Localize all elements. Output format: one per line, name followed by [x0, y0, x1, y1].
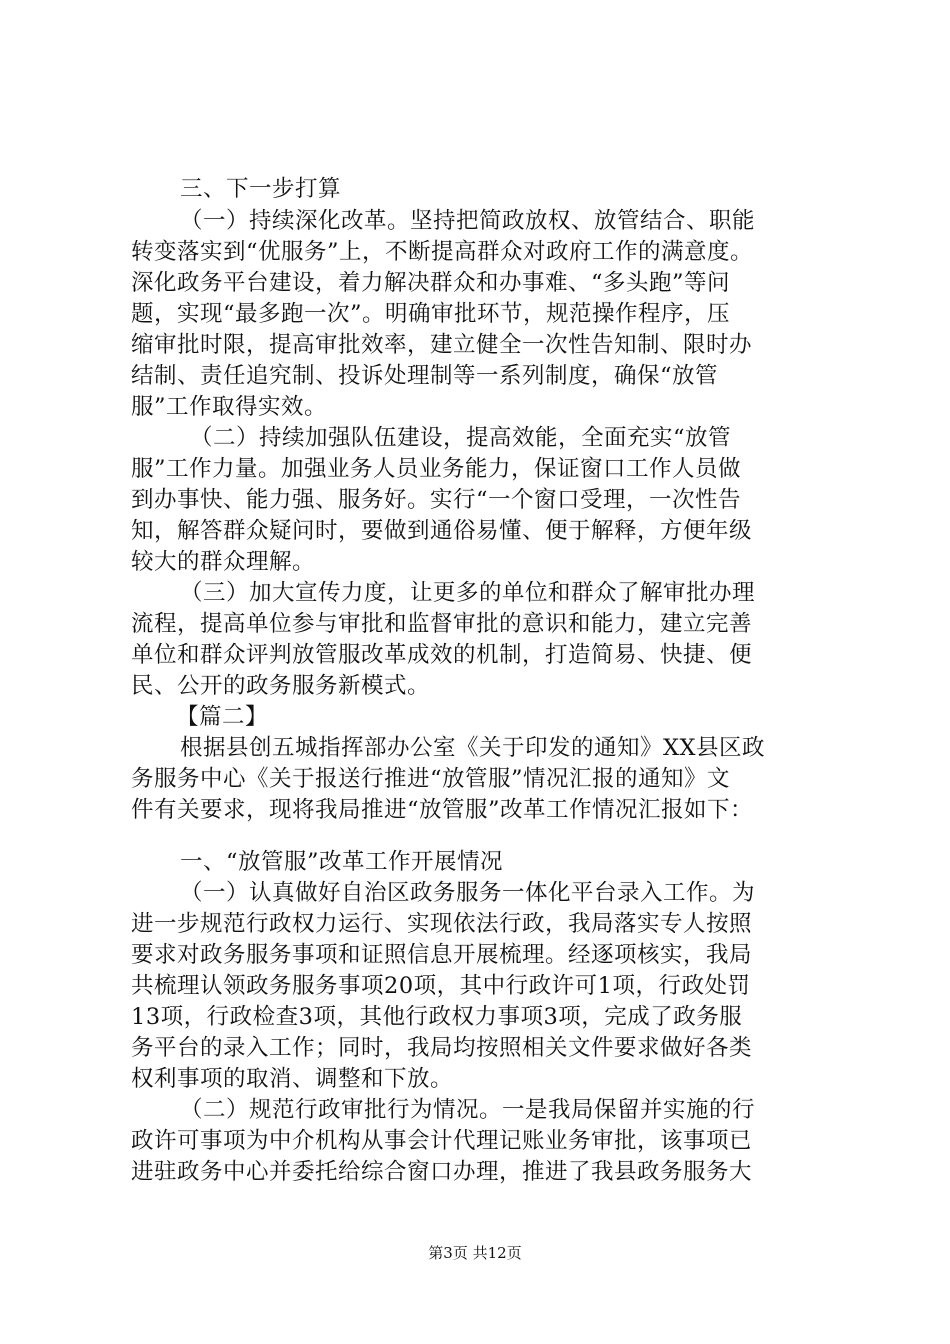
paragraph-line: 政许可事项为中介机构从事会计代理记账业务审批，该事项已 — [131, 1128, 753, 1154]
paragraph-line: 深化政务平台建设，着力解决群众和办事难、“多头跑”等问 — [131, 270, 731, 296]
part-heading: 【篇二】 — [176, 704, 269, 730]
paragraph-line: （一）认真做好自治区政务服务一体化平台录入工作。为 — [180, 880, 756, 906]
paragraph-line: （一）持续深化改革。坚持把简政放权、放管结合、职能 — [180, 208, 756, 234]
paragraph-line: 转变落实到“优服务”上，不断提高群众对政府工作的满意度。 — [131, 239, 754, 265]
page-number-footer: 第3页 共12页 — [428, 1244, 522, 1262]
paragraph-line: 进一步规范行政权力运行、实现依法行政，我局落实专人按照 — [131, 911, 753, 937]
paragraph-line: 较大的群众理解。 — [131, 549, 316, 575]
paragraph-line: （二）规范行政审批行为情况。一是我局保留并实施的行 — [180, 1097, 756, 1123]
paragraph-line: 件有关要求，现将我局推进“放管服”改革工作情况汇报如下： — [131, 797, 754, 823]
paragraph-line: （二）持续加强队伍建设，提高效能，全面充实“放管 — [190, 425, 732, 451]
paragraph-line: 要求对政务服务事项和证照信息开展梳理。经逐项核实，我局 — [131, 942, 753, 968]
paragraph-line: 务服务中心《关于报送行推进“放管服”情况汇报的通知》文 — [131, 766, 731, 792]
paragraph-line: 权利事项的取消、调整和下放。 — [131, 1066, 454, 1092]
paragraph-line: 13项，行政检查3项，其他行政权力事项3项，完成了政务服 — [131, 1004, 743, 1030]
paragraph-line: 共梳理认领政务服务事项20项，其中行政许可1项，行政处罚 — [131, 973, 751, 999]
paragraph-line: 民、公开的政务服务新模式。 — [131, 673, 431, 699]
paragraph-line: 务平台的录入工作；同时，我局均按照相关文件要求做好各类 — [131, 1035, 753, 1061]
paragraph-line: 服”工作力量。加强业务人员业务能力，保证窗口工作人员做 — [131, 456, 742, 482]
paragraph-line: 进驻政务中心并委托给综合窗口办理，推进了我县政务服务大 — [131, 1159, 753, 1185]
paragraph-line: 到办事快、能力强、服务好。实行“一个窗口受理，一次性告 — [131, 487, 742, 513]
paragraph-line: 知，解答群众疑问时，要做到通俗易懂、便于解释，方便年级 — [131, 518, 753, 544]
paragraph-line: 结制、责任追究制、投诉处理制等一系列制度，确保“放管 — [131, 363, 719, 389]
paragraph-line: 题，实现“最多跑一次”。明确审批环节，规范操作程序，压 — [131, 301, 731, 327]
paragraph-line: 单位和群众评判放管服改革成效的机制，打造简易、快捷、便 — [131, 642, 753, 668]
paragraph-line: 服”工作取得实效。 — [131, 394, 328, 420]
paragraph-line: 缩审批时限，提高审批效率，建立健全一次性告知制、限时办 — [131, 332, 753, 358]
paragraph-line: （三）加大宣传力度，让更多的单位和群众了解审批办理 — [180, 580, 756, 606]
paragraph-line: 根据县创五城指挥部办公室《关于印发的通知》XX县区政 — [180, 735, 766, 761]
section-heading: 一、“放管服”改革工作开展情况 — [180, 849, 504, 875]
section-heading: 三、下一步打算 — [180, 176, 342, 202]
paragraph-line: 流程，提高单位参与审批和监督审批的意识和能力，建立完善 — [131, 611, 753, 637]
